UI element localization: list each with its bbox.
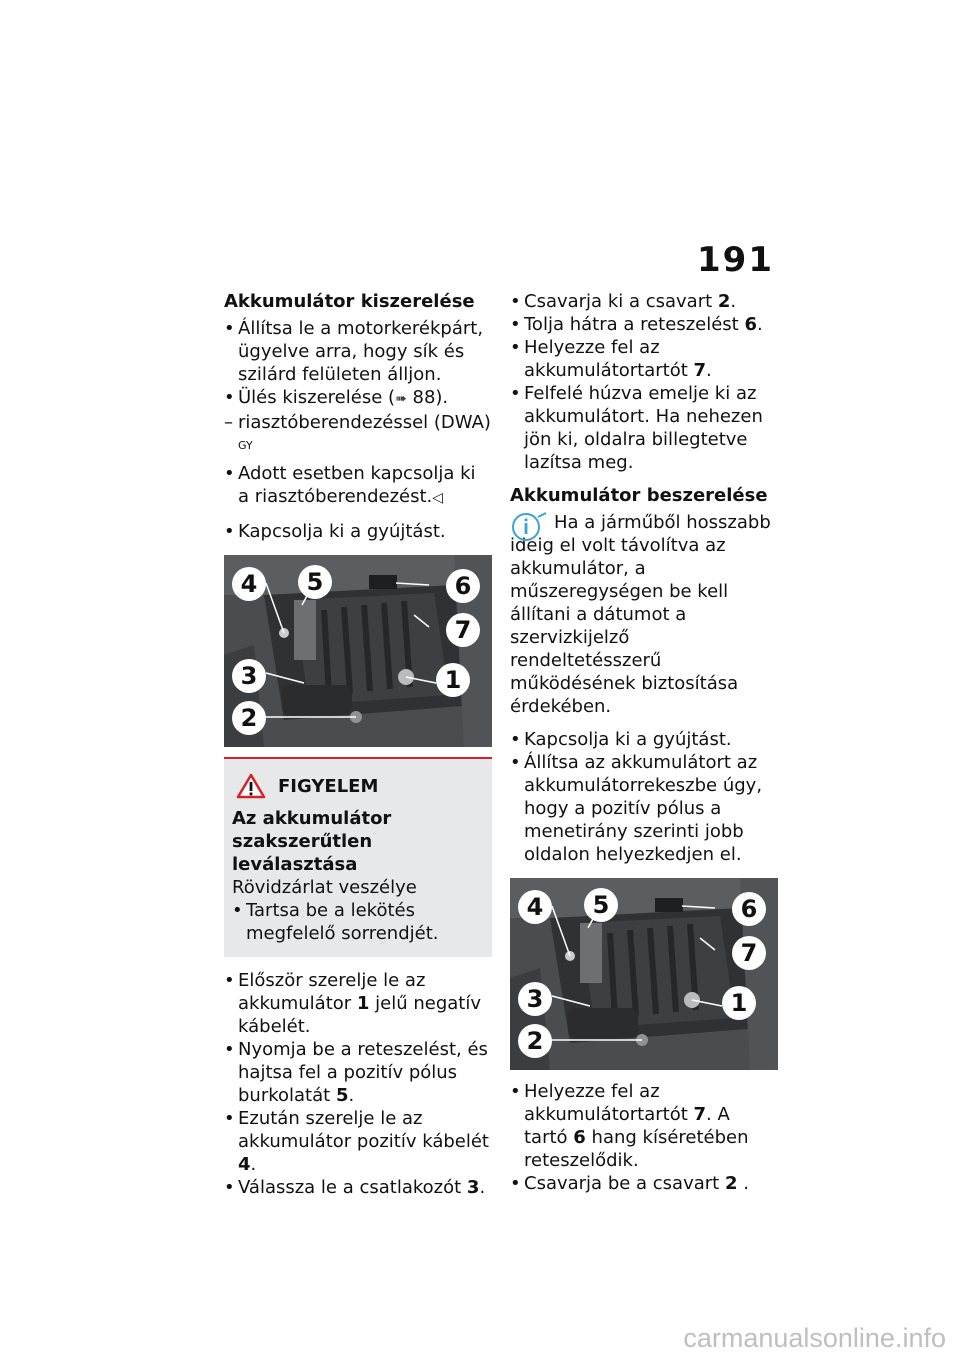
watermark: carmanualsonline.info: [683, 1323, 946, 1353]
callout-6: 6: [732, 892, 766, 926]
callout-7: 7: [732, 936, 766, 970]
bullet-icon: •: [224, 970, 235, 991]
list-item: • Válassza le a csatlakozót 3.: [224, 1177, 486, 1198]
bullet-icon: •: [224, 463, 235, 484]
bullet-icon: •: [224, 1177, 235, 1198]
list-item: • Kapcsolja ki a gyújtást.: [224, 521, 446, 542]
section-heading-install: Akkumulátor beszerelése: [510, 485, 768, 506]
bullet-icon: •: [232, 900, 243, 921]
list-item: • Csavarja be a csavart 2 .: [510, 1173, 749, 1194]
info-note: [510, 511, 778, 718]
callout-4: 4: [232, 567, 266, 601]
warning-box: [224, 757, 492, 957]
list-item: • Helyezze fel az akkumulátortartót 7.: [510, 337, 712, 381]
dash-icon: –: [224, 412, 233, 433]
warning-heading: Az akkumulátor szakszerűtlen leválasztása: [232, 808, 392, 875]
list-item: • Ezután szerelje le az akkumulátor pozitív kábelét 4.: [224, 1108, 489, 1175]
callout-6: 6: [446, 569, 480, 603]
list-item: • Állítsa az akkumulátort az akkumulátorrekeszbe úgy, hogy a pozitív pólus a menetirány szerinti jobb oldalon helyezkedjen el.: [510, 752, 763, 865]
left-column: [224, 290, 492, 1199]
bullet-icon: •: [224, 521, 235, 542]
callout-2: 2: [518, 1024, 552, 1058]
page-number: 191: [697, 240, 774, 280]
bullet-icon: •: [224, 1039, 235, 1060]
callout-3: 3: [518, 982, 552, 1016]
bullet-icon: •: [510, 1173, 521, 1194]
battery-compartment-figure: [224, 555, 492, 747]
page-reference-arrow-icon: ➠: [395, 391, 407, 407]
right-column: [510, 290, 778, 1195]
battery-compartment-figure-2: [510, 878, 778, 1070]
list-item: • Kapcsolja ki a gyújtást.: [510, 729, 732, 750]
end-marker-icon: ◁: [432, 490, 444, 506]
callout-1: 1: [722, 986, 756, 1020]
list-item: • Állítsa le a motorkerékpárt, ügyelve arra, hogy sík és szilárd felületen álljon.: [224, 318, 484, 385]
info-text: Ha a járműből hosszabb ideig el volt távolítva az akkumulátor, a műszeregységen be kell állítani a dátumot a szervizkijelző rendeltetésszerű működésének biztosítása érdekében.: [510, 512, 771, 717]
list-item: • Tolja hátra a reteszelést 6.: [510, 314, 763, 335]
section-heading-remove: Akkumulátor kiszerelése: [224, 291, 475, 312]
bullet-icon: •: [224, 387, 235, 408]
warning-triangle-icon: [236, 773, 266, 799]
callout-1: 1: [436, 663, 470, 697]
bullet-icon: •: [224, 1108, 235, 1129]
bullet-icon: •: [510, 383, 521, 404]
callout-5: 5: [298, 565, 332, 599]
list-item: – riasztóberendezéssel (DWA) $^{GY}$: [224, 412, 491, 452]
info-icon: [510, 511, 548, 543]
callout-7: 7: [446, 613, 480, 647]
bullet-icon: •: [510, 752, 521, 773]
page-reference-link[interactable]: 88).: [412, 387, 449, 408]
warning-bullet: • Tartsa be a lekötés megfelelő sorrendjét.: [232, 900, 439, 944]
warning-subtitle: Rövidzárlat veszélye: [232, 877, 417, 898]
bullet-icon: •: [510, 291, 521, 312]
list-item: • Helyezze fel az akkumulátortartót 7. A tartó 6 hang kíséretében reteszelődik.: [510, 1081, 749, 1171]
bullet-icon: •: [510, 314, 521, 335]
callout-2: 2: [232, 701, 266, 735]
list-item: • Felfelé húzva emelje ki az akkumulátort. Ha nehezen jön ki, oldalra billegtetve lazítsa meg.: [510, 383, 763, 473]
list-item: • Ülés kiszerelése (➠ 88).: [224, 386, 492, 411]
bullet-icon: •: [510, 337, 521, 358]
callout-3: 3: [232, 659, 266, 693]
bullet-icon: •: [510, 729, 521, 750]
callout-4: 4: [518, 890, 552, 924]
warning-header: [236, 773, 484, 799]
bullet-icon: •: [510, 1081, 521, 1102]
list-item: • Először szerelje le az akkumulátor 1 jelű negatív kábelét.: [224, 970, 482, 1037]
country-code: GY: [238, 439, 253, 452]
list-item: • Csavarja ki a csavart 2.: [510, 291, 737, 312]
list-item: • Adott esetben kapcsolja ki a riasztóberendezést.◁: [224, 463, 476, 507]
callout-5: 5: [584, 888, 618, 922]
bullet-icon: •: [224, 318, 235, 339]
warning-title: FIGYELEM: [278, 775, 379, 797]
list-item: • Nyomja be a reteszelést, és hajtsa fel a pozitív pólus burkolatát 5.: [224, 1039, 488, 1106]
